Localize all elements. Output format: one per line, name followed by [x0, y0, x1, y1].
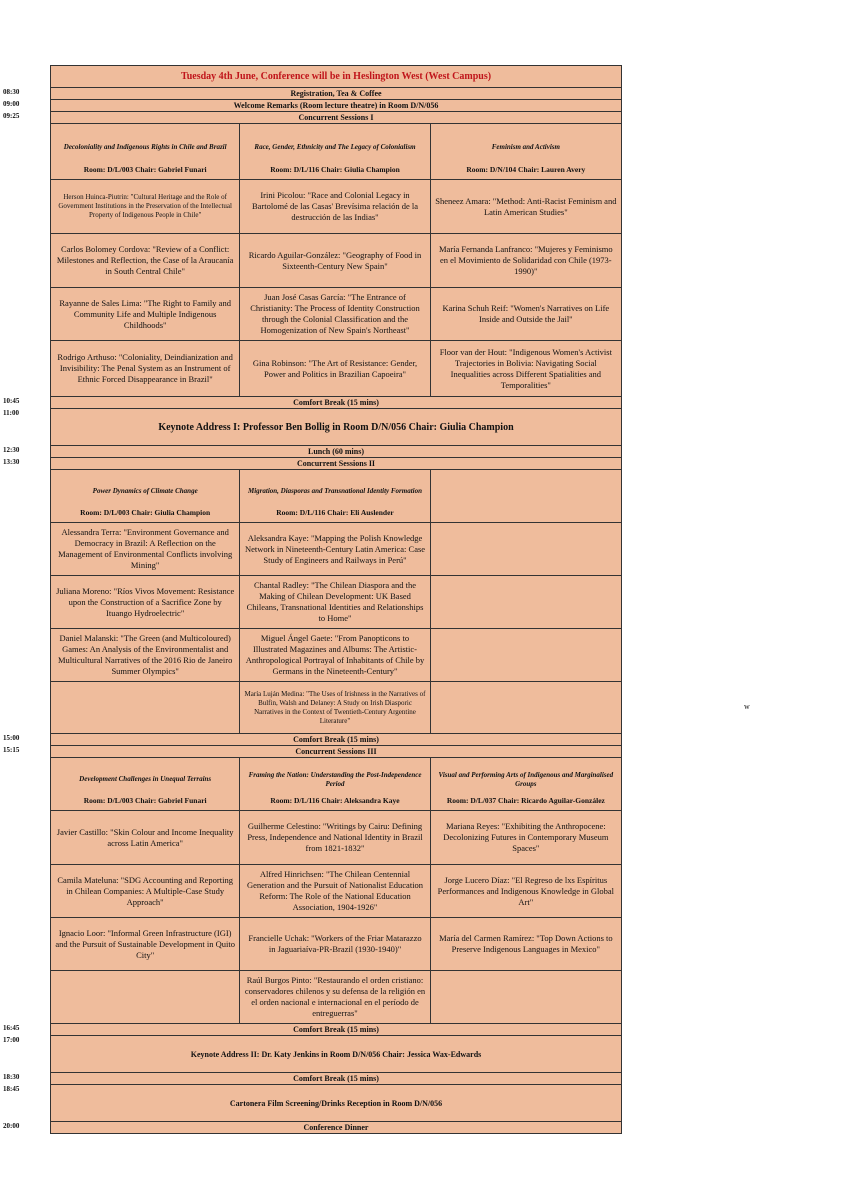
- row-text: Comfort Break (15 mins): [51, 1024, 621, 1035]
- schedule-row: [3, 446, 622, 458]
- paper-cell: María del Carmen Ramírez: "Top Down Actions to Preserve Indigenous Languages in Mexico": [431, 918, 621, 970]
- paper-cell: Mariana Reyes: "Exhibiting the Anthropocene: Decolonizing Futures in Contemporary Museum Spaces": [431, 811, 621, 864]
- paper-row: [50, 288, 622, 341]
- paper-cell: María Fernanda Lanfranco: "Mujeres y Feminismo en el Movimiento de Solidaridad con Chile (1973-1990)": [431, 234, 621, 287]
- paper-cell: Juliana Moreno: "Ríos Vivos Movement: Resistance upon the Construction of a Sacrifice Zone by Ituango Hydroelectric": [51, 576, 240, 628]
- time-label: 12:30: [3, 446, 20, 454]
- row-text: Concurrent Sessions I: [51, 112, 621, 123]
- paper-cell: Daniel Malanski: "The Green (and Multicoloured) Games: An Analysis of the Environmentalist and Multicultural Narratives of the 2016 Rio de Janeiro Summer Olympics": [51, 629, 240, 681]
- paper-cell: [431, 523, 621, 575]
- paper-cell: Juan José Casas García: "The Entrance of Christianity: The Process of Identity Construction through the Colonial Classification and the Homogenization of New Spain's Northeast": [240, 288, 430, 340]
- schedule-row: [3, 458, 622, 470]
- paper-cell: Aleksandra Kaye: "Mapping the Polish Knowledge Network in Nineteenth-Century Latin America: Case Study of Engineers and Railways in Perú": [240, 523, 430, 575]
- paper-cell: Chantal Radley: "The Chilean Diaspora and the Making of Chilean Development: UK Based Chileans, Transnational Identities and Relationships to Home": [240, 576, 430, 628]
- time-label: 18:45: [3, 1085, 20, 1093]
- paper-cell: Javier Castillo: "Skin Colour and Income Inequality across Latin America": [51, 811, 240, 864]
- session-header: [431, 470, 621, 522]
- session-header: [240, 124, 430, 179]
- schedule-table: [3, 65, 622, 1134]
- paper-cell: [431, 682, 621, 733]
- session-header-row: [50, 470, 622, 523]
- time-label: 09:25: [3, 112, 20, 120]
- row-text: Lunch (60 mins): [51, 446, 621, 457]
- session-header: [431, 758, 621, 810]
- row-text: Conference Dinner: [51, 1122, 621, 1133]
- paper-row: [50, 234, 622, 288]
- paper-cell: [51, 682, 240, 733]
- paper-cell: Alessandra Terra: "Environment Governance and Democracy in Brazil: A Reflection on the Management of Environmental Conflicts involving Mining": [51, 523, 240, 575]
- paper-row: [50, 971, 622, 1024]
- time-label: 15:15: [3, 746, 20, 754]
- schedule-row: [3, 397, 622, 409]
- session-header: [240, 758, 430, 810]
- paper-cell: [51, 971, 240, 1023]
- paper-cell: Ricardo Aguilar-González: "Geography of Food in Sixteenth-Century New Spain": [240, 234, 430, 287]
- session-room: Room: D/L/116 Chair: Eli Auslender: [276, 508, 394, 517]
- row-text: Cartonera Film Screening/Drinks Reception in Room D/N/056: [51, 1085, 621, 1121]
- time-label: 09:00: [3, 100, 20, 108]
- paper-row: [50, 341, 622, 397]
- row-text: Comfort Break (15 mins): [51, 1073, 621, 1084]
- row-text: Welcome Remarks (Room lecture theatre) in Room D/N/056: [51, 100, 621, 111]
- time-label: 17:00: [3, 1036, 20, 1044]
- session-room: Room: D/L/037 Chair: Ricardo Aguilar-González: [446, 796, 605, 805]
- schedule-row: [3, 746, 622, 758]
- session-room: Room: D/L/116 Chair: Aleksandra Kaye: [270, 796, 400, 805]
- session-title: Framing the Nation: Understanding the Post-Independence Period: [248, 770, 422, 788]
- session-room: Room: D/N/104 Chair: Lauren Avery: [466, 165, 586, 174]
- session-room: Room: D/L/003 Chair: Gabriel Funari: [83, 796, 207, 805]
- paper-cell: Francielle Uchak: "Workers of the Friar Matarazzo in Jaguariaíva-PR-Brazil (1930-1940)": [240, 918, 430, 970]
- row-text: Comfort Break (15 mins): [51, 397, 621, 408]
- paper-cell: [431, 971, 621, 1023]
- session-title: Migration, Diasporas and Transnational Identity Formation: [248, 487, 423, 495]
- session-header: [51, 470, 240, 522]
- paper-cell: Miguel Ángel Gaete: "From Panopticons to Illustrated Magazines and Albums: The Artistic-Anthropological Portrayal of Inhabitants of Chile by Germans in the Nineteenth-Century": [240, 629, 430, 681]
- paper-row: [50, 180, 622, 234]
- session-header: [51, 124, 240, 179]
- schedule-row: [3, 100, 622, 112]
- paper-row: [50, 629, 622, 682]
- event-row: [3, 1085, 622, 1122]
- paper-row: [50, 918, 622, 971]
- session-title: Race, Gender, Ethnicity and The Legacy of Colonialism: [254, 142, 416, 151]
- row-text: Registration, Tea & Coffee: [51, 88, 621, 99]
- session-room: Room: D/L/003 Chair: Giulia Champion: [80, 508, 211, 517]
- side-mark: w: [744, 702, 750, 711]
- row-text: Concurrent Sessions III: [51, 746, 621, 757]
- schedule-row: [3, 88, 622, 100]
- paper-cell: Floor van der Hout: "Indigenous Women's Activist Trajectories in Bolivia: Navigating Social Inequalities across Different Spatialities and Temporalities": [431, 341, 621, 396]
- paper-cell: Jorge Lucero Díaz: "El Regreso de lxs Espíritus Performances and Indigenous Knowledge in Global Art": [431, 865, 621, 917]
- paper-cell: Rayanne de Sales Lima: "The Right to Family and Community Life and Multiple Indigenous Childhoods": [51, 288, 240, 340]
- keynote-row: [3, 409, 622, 446]
- session-header: [431, 124, 621, 179]
- session-title: Power Dynamics of Climate Change: [92, 487, 198, 495]
- paper-cell: Irini Picolou: "Race and Colonial Legacy in Bartolomé de las Casas' Brevísima relación de la destrucción de las Indias": [240, 180, 430, 233]
- paper-cell: Camila Mateluna: "SDG Accounting and Reporting in Chilean Companies: A Multiple-Case Study Approach": [51, 865, 240, 917]
- schedule-row: [3, 734, 622, 746]
- paper-cell: [431, 576, 621, 628]
- paper-row: [50, 811, 622, 865]
- paper-cell: Karina Schuh Reif: "Women's Narratives on Life Inside and Outside the Jail": [431, 288, 621, 340]
- paper-row: [50, 576, 622, 629]
- paper-cell: Raúl Burgos Pinto: "Restaurando el orden cristiano: conservadores chilenos y su defensa de la religión en el orden nacional e internacional en el período de entreguerras": [240, 971, 430, 1023]
- row-text: Comfort Break (15 mins): [51, 734, 621, 745]
- time-label: 15:00: [3, 734, 20, 742]
- paper-cell: Rodrigo Arthuso: "Coloniality, Deindianization and Invisibility: The Penal System as an Instrument of Ethnic Forced Disappearance in Brazil": [51, 341, 240, 396]
- session-header-row: [50, 124, 622, 180]
- row-text: Concurrent Sessions II: [51, 458, 621, 469]
- paper-cell: María Luján Medina: "The Uses of Irishness in the Narratives of Bulfin, Walsh and Delaney: A Study on Irish Diasporic Narratives in the Context of Twentieth-Century Argentine Literature": [240, 682, 430, 733]
- keynote-text: Keynote Address II: Dr. Katy Jenkins in Room D/N/056 Chair: Jessica Wax-Edwards: [51, 1036, 621, 1072]
- keynote-row: [3, 1036, 622, 1073]
- session-title: Development Challenges in Unequal Terrains: [79, 775, 212, 783]
- schedule-row: [3, 112, 622, 124]
- session-header: [51, 758, 240, 810]
- day-title: Tuesday 4th June, Conference will be in Heslington West (West Campus): [51, 66, 621, 87]
- time-label: 16:45: [3, 1024, 20, 1032]
- time-label: 10:45: [3, 397, 20, 405]
- schedule-row: [3, 1024, 622, 1036]
- paper-cell: Ignacio Loor: "Informal Green Infrastructure (IGI) and the Pursuit of Sustainable Development in Quito City": [51, 918, 240, 970]
- paper-cell: Carlos Bolomey Cordova: "Review of a Conflict: Milestones and Reflection, the Case of la Araucanía in South Central Chile": [51, 234, 240, 287]
- session-title: Visual and Performing Arts of Indigenous and Marginalised Groups: [438, 770, 614, 788]
- day-header-row: [50, 65, 622, 88]
- paper-row: [50, 523, 622, 576]
- session-title: Decoloniality and Indigenous Rights in Chile and Brazil: [63, 142, 227, 151]
- time-label: 13:30: [3, 458, 20, 466]
- session-title: Feminism and Activism: [491, 142, 560, 151]
- schedule-row: [3, 1122, 622, 1134]
- time-label: 20:00: [3, 1122, 20, 1130]
- session-room: Room: D/L/116 Chair: Giulia Champion: [270, 165, 400, 174]
- session-header-row: [50, 758, 622, 811]
- keynote-text: Keynote Address I: Professor Ben Bollig in Room D/N/056 Chair: Giulia Champion: [51, 409, 621, 445]
- paper-cell: Gina Robinson: "The Art of Resistance: Gender, Power and Politics in Brazilian Capoeira": [240, 341, 430, 396]
- session-header: [240, 470, 430, 522]
- paper-cell: Alfred Hinrichsen: "The Chilean Centennial Generation and the Pursuit of Nationalist Education Reform: The Role of the National Education Association, 1904-1926": [240, 865, 430, 917]
- paper-cell: [431, 629, 621, 681]
- schedule-row: [3, 1073, 622, 1085]
- paper-cell: Sheneez Amara: "Method: Anti-Racist Feminism and Latin American Studies": [431, 180, 621, 233]
- time-label: 11:00: [3, 409, 19, 417]
- session-room: Room: D/L/003 Chair: Gabriel Funari: [83, 165, 207, 174]
- paper-cell: Herson Huinca-Piutrin: "Cultural Heritage and the Role of Government Institutions in the Preservation of the Intellectual Property of Indigenous People in Chile": [51, 180, 240, 233]
- paper-row: [50, 865, 622, 918]
- time-label: 18:30: [3, 1073, 20, 1081]
- paper-row: [50, 682, 622, 734]
- time-label: 08:30: [3, 88, 20, 96]
- paper-cell: Guilherme Celestino: "Writings by Cairu: Defining Press, Independence and National Identity in Brazil from 1821-1832": [240, 811, 430, 864]
